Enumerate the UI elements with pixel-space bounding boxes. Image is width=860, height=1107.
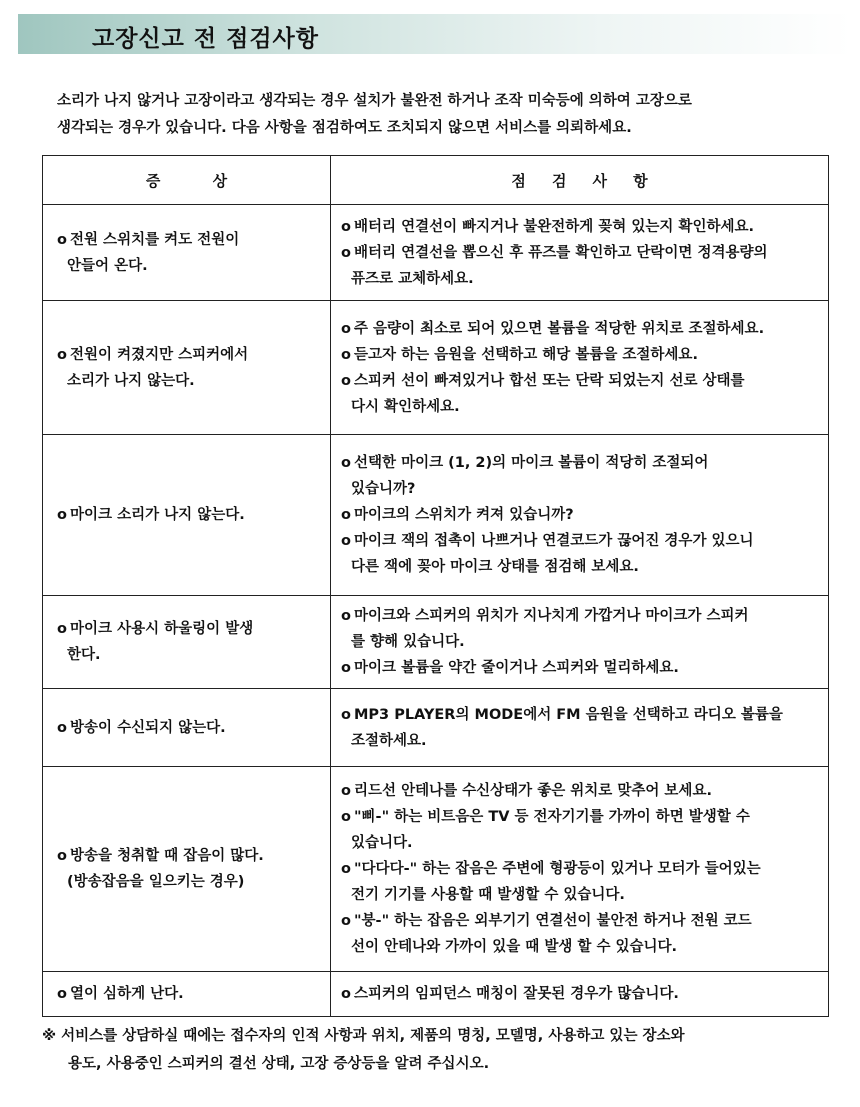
- intro-line: 소리가 나지 않거나 고장이라고 생각되는 경우 설치가 불완전 하거나 조작 미숙등에 의하여 고장으로: [57, 93, 692, 109]
- check-item-text: o 스피커 선이 빠져있거나 합선 또는 단락 되었는지 선로 상태를: [341, 368, 828, 394]
- check-item-text: o "붕-" 하는 잡음은 외부기기 연결선이 불안전 하거나 전원 코드: [341, 908, 828, 934]
- check-item-text: o 마이크의 스위치가 켜져 있습니까?: [341, 502, 828, 528]
- check-item-text: o 배터리 연결선을 뽑으신 후 퓨즈를 확인하고 단락이면 정격용량의: [341, 240, 828, 266]
- bullet-icon: o: [341, 244, 351, 261]
- bullet-icon: o: [57, 848, 67, 864]
- checks-cell: [331, 767, 829, 972]
- check-item-text: o 듣고자 하는 음원을 선택하고 해당 볼륨을 조절하세요.: [341, 342, 828, 368]
- symptom-text: o 마이크 사용시 하울링이 발생: [57, 616, 326, 642]
- footer-note: [42, 1022, 842, 1078]
- symptom-header: 증 상: [43, 156, 331, 205]
- check-item-text: o 마이크와 스피커의 위치가 지나치게 가깝거나 마이크가 스피커: [341, 603, 828, 629]
- table-row: [43, 972, 829, 1017]
- bullet-icon: o: [57, 346, 67, 363]
- table-row: [43, 689, 829, 767]
- bullet-icon: o: [341, 809, 351, 825]
- check-item-text: o "삐-" 하는 비트음은 TV 등 전자기기를 가까이 하면 발생할 수: [341, 804, 828, 830]
- bullet-icon: o: [341, 320, 351, 337]
- check-item-text: 있습니다.: [351, 835, 413, 851]
- bullet-icon: o: [57, 986, 67, 1002]
- check-item-text: o 마이크 잭의 접촉이 나쁘거나 연결코드가 끊어진 경우가 있으니: [341, 528, 828, 554]
- checks-cell: [331, 596, 829, 689]
- check-item-text: 다른 잭에 꽂아 마이크 상태를 점검해 보세요.: [351, 559, 639, 575]
- check-item-text: 전기 기기를 사용할 때 발생할 수 있습니다.: [351, 887, 625, 903]
- table-row: [43, 435, 829, 596]
- symptom-cell: [43, 301, 331, 435]
- check-item-text: o 주 음량이 최소로 되어 있으면 볼륨을 적당한 위치로 조절하세요.: [341, 316, 828, 342]
- symptom-cell: [43, 767, 331, 972]
- check-item-text: o 리드선 안테나를 수신상태가 좋은 위치로 맞추어 보세요.: [341, 778, 828, 804]
- page-title: 고장신고 전 점검사항: [92, 26, 319, 52]
- symptom-text: o 방송이 수신되지 않는다.: [57, 715, 326, 741]
- table-row: [43, 596, 829, 689]
- footer-line: ※ 서비스를 상담하실 때에는 접수자의 인적 사항과 위치, 제품의 명칭, 모델명, 사용하고 있는 장소와: [42, 1028, 685, 1044]
- bullet-icon: o: [341, 533, 351, 549]
- check-item-text: o "다다다-" 하는 잡음은 주변에 형광등이 있거나 모터가 들어있는: [341, 856, 828, 882]
- bullet-icon: o: [57, 231, 67, 248]
- symptom-text: 안들어 온다.: [67, 257, 148, 274]
- footer-line: 용도, 사용중인 스피커의 결선 상태, 고장 증상등을 알려 주십시오.: [68, 1056, 490, 1072]
- bullet-icon: o: [57, 507, 67, 523]
- bullet-icon: o: [341, 783, 351, 799]
- symptom-text: o 전원 스위치를 켜도 전원이: [57, 227, 326, 253]
- checks-cell: [331, 435, 829, 596]
- symptom-text: o 열이 심하게 난다.: [57, 981, 326, 1007]
- symptom-cell: [43, 972, 331, 1017]
- table-row: [43, 205, 829, 301]
- symptom-cell: [43, 689, 331, 767]
- checks-cell: [331, 205, 829, 301]
- checks-cell: [331, 301, 829, 435]
- check-item-text: o 배터리 연결선이 빠지거나 불완전하게 꽂혀 있는지 확인하세요.: [341, 214, 828, 240]
- checks-cell: [331, 689, 829, 767]
- bullet-icon: o: [341, 986, 351, 1002]
- check-item-text: 있습니까?: [351, 481, 416, 497]
- check-item-text: o MP3 PLAYER의 MODE에서 FM 음원을 선택하고 라디오 볼륨을: [341, 702, 828, 728]
- bullet-icon: o: [341, 218, 351, 235]
- intro-paragraph: [57, 88, 837, 142]
- table-header-row: [43, 156, 829, 205]
- checks-header: 점 검 사 항: [331, 156, 829, 205]
- symptom-cell: [43, 435, 331, 596]
- check-item-text: 조절하세요.: [351, 732, 427, 749]
- bullet-icon: o: [341, 660, 351, 676]
- symptom-cell: [43, 596, 331, 689]
- symptom-text: 소리가 나지 않는다.: [67, 372, 195, 389]
- check-item-text: 다시 확인하세요.: [351, 398, 460, 415]
- bullet-icon: o: [57, 621, 67, 637]
- checks-cell: [331, 972, 829, 1017]
- symptom-text: o 방송을 청취할 때 잡음이 많다.: [57, 843, 326, 869]
- check-item-text: 를 향해 있습니다.: [351, 634, 465, 650]
- bullet-icon: o: [341, 861, 351, 877]
- bullet-icon: o: [341, 706, 351, 723]
- symptom-text: o 전원이 켜졌지만 스피커에서: [57, 342, 326, 368]
- symptom-text: 한다.: [67, 647, 101, 663]
- check-item-text: o 마이크 볼륨을 약간 줄이거나 스피커와 멀리하세요.: [341, 655, 828, 681]
- bullet-icon: o: [341, 372, 351, 389]
- bullet-icon: o: [341, 346, 351, 363]
- table-row: [43, 301, 829, 435]
- check-item-text: 퓨즈로 교체하세요.: [351, 270, 474, 287]
- intro-line: 생각되는 경우가 있습니다. 다음 사항을 점검하여도 조치되지 않으면 서비스를 의뢰하세요.: [57, 120, 632, 136]
- bullet-icon: o: [341, 608, 351, 624]
- bullet-icon: o: [341, 507, 351, 523]
- check-item-text: 선이 안테나와 가까이 있을 때 발생 할 수 있습니다.: [351, 939, 678, 955]
- check-item-text: o 선택한 마이크 (1, 2)의 마이크 볼륨이 적당히 조절되어: [341, 450, 828, 476]
- bullet-icon: o: [341, 913, 351, 929]
- check-item-text: o 스피커의 임피던스 매칭이 잘못된 경우가 많습니다.: [341, 981, 828, 1007]
- symptom-text: (방송잡음을 일으키는 경우): [67, 874, 245, 890]
- bullet-icon: o: [341, 455, 351, 471]
- symptom-cell: [43, 205, 331, 301]
- symptom-text: o 마이크 소리가 나지 않는다.: [57, 502, 326, 528]
- troubleshooting-table: [42, 155, 829, 1017]
- table-row: [43, 767, 829, 972]
- bullet-icon: o: [57, 719, 67, 736]
